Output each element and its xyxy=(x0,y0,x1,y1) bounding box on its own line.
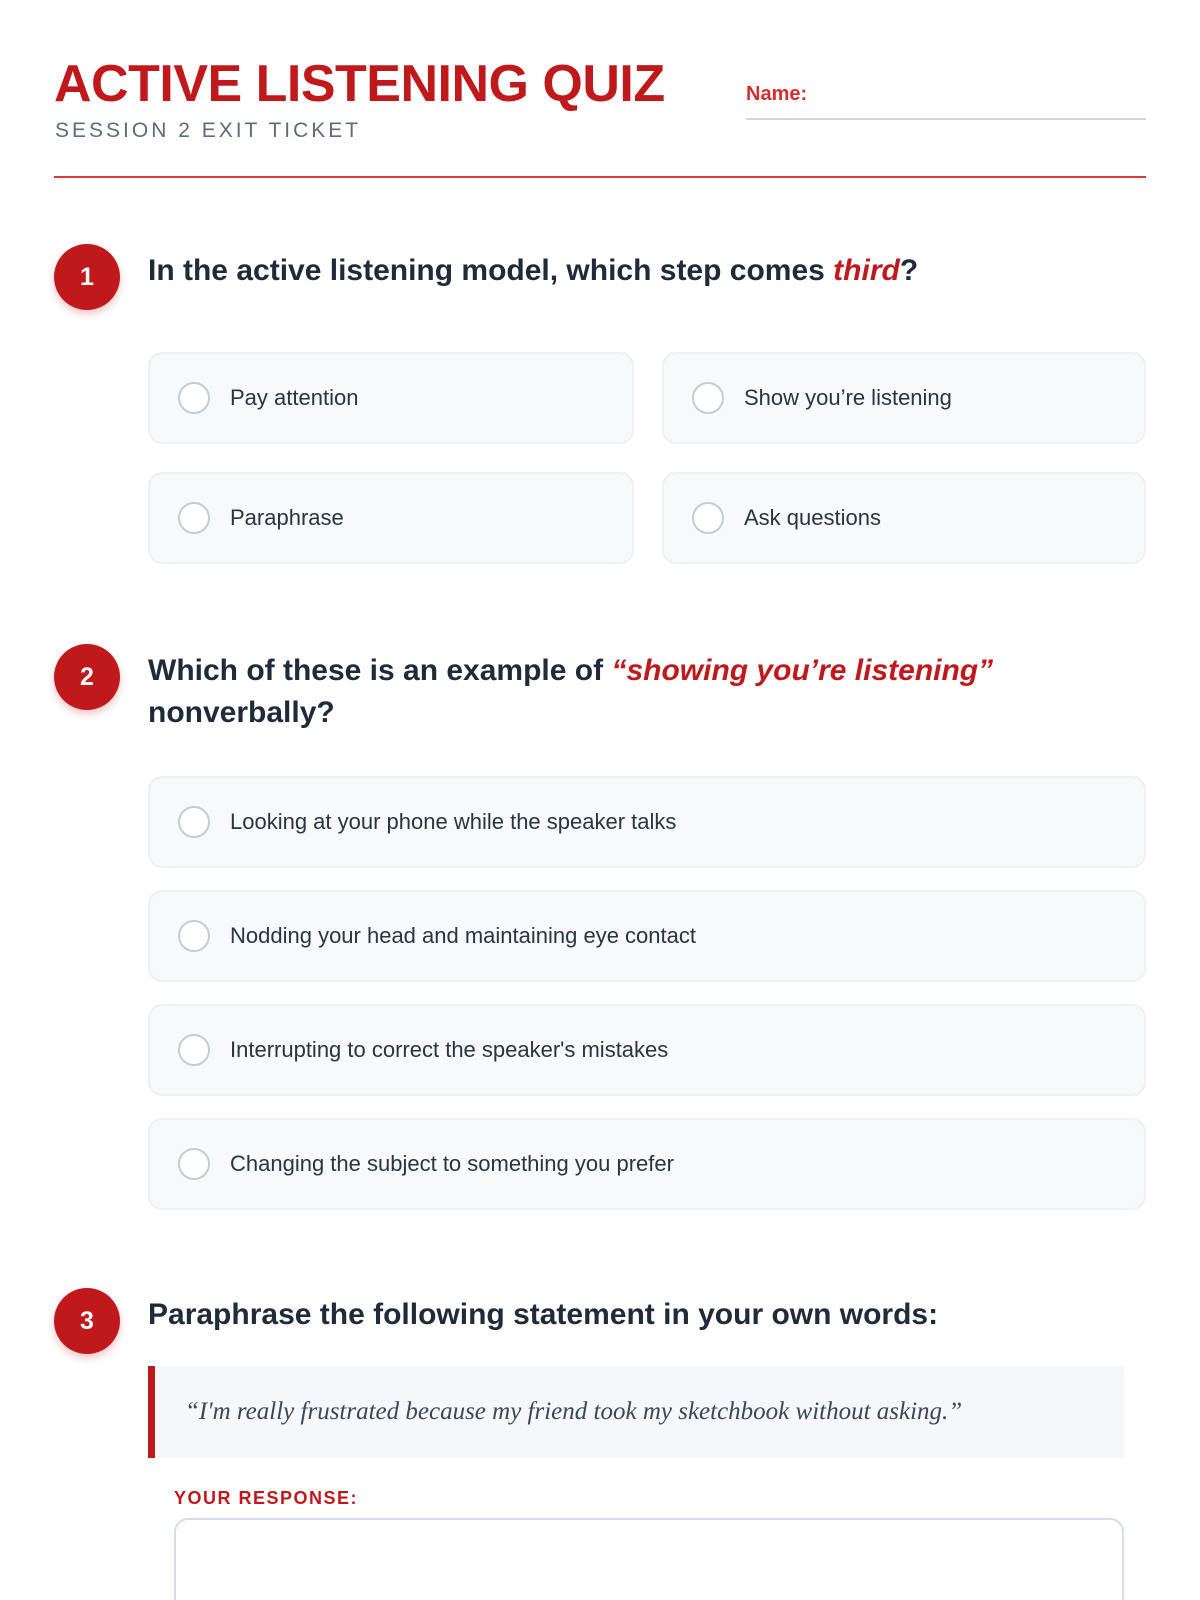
radio-button[interactable] xyxy=(178,806,210,838)
radio-button[interactable] xyxy=(178,502,210,534)
question-1-text-end: ? xyxy=(899,254,919,287)
option-label: Changing the subject to something you prefer xyxy=(230,1151,674,1176)
response-textarea[interactable] xyxy=(174,1518,1124,1600)
question-1-number-badge: 1 xyxy=(54,244,120,310)
option-label: Pay attention xyxy=(230,385,359,410)
question-2-option-a[interactable] xyxy=(148,776,1146,868)
question-1-option-b[interactable] xyxy=(662,352,1146,444)
radio-button[interactable] xyxy=(692,382,724,414)
question-3-text: Paraphrase the following statement in your own words: xyxy=(148,1298,939,1331)
radio-button[interactable] xyxy=(178,1034,210,1066)
question-2-text-end: nonverbally? xyxy=(148,696,335,729)
radio-button[interactable] xyxy=(178,1148,210,1180)
question-2-text xyxy=(148,650,1088,734)
question-1-option-a[interactable] xyxy=(148,352,634,444)
radio-button[interactable] xyxy=(178,920,210,952)
question-1-option-c[interactable] xyxy=(148,472,634,564)
question-1-text xyxy=(148,250,1108,292)
radio-button[interactable] xyxy=(178,382,210,414)
option-label: Show you’re listening xyxy=(744,385,952,410)
question-1-option-d[interactable] xyxy=(662,472,1146,564)
quote-block: “I'm really frustrated because my friend took my sketchbook without asking.” xyxy=(148,1366,1124,1458)
question-2-option-b[interactable] xyxy=(148,890,1146,982)
option-label: Ask questions xyxy=(744,505,881,530)
option-label: Paraphrase xyxy=(230,505,344,530)
option-label: Nodding your head and maintaining eye contact xyxy=(230,923,696,948)
response-label: YOUR RESPONSE: xyxy=(174,1488,359,1508)
page-subtitle: SESSION 2 EXIT TICKET xyxy=(55,119,362,142)
option-label: Interrupting to correct the speaker's mistakes xyxy=(230,1037,669,1062)
question-2-option-d[interactable] xyxy=(148,1118,1146,1210)
question-2-emphasis: “showing you’re listening” xyxy=(611,654,994,687)
question-2-option-c[interactable] xyxy=(148,1004,1146,1096)
option-label: Looking at your phone while the speaker talks xyxy=(230,809,677,834)
page-title: ACTIVE LISTENING QUIZ xyxy=(54,55,665,113)
question-1-text-start: In the active listening model, which step comes xyxy=(148,254,834,287)
quiz-header xyxy=(54,52,1146,178)
name-label: Name: xyxy=(746,83,808,105)
question-2-number-badge: 2 xyxy=(54,644,120,710)
question-1-emphasis: third xyxy=(833,254,900,287)
question-2-text-start: Which of these is an example of xyxy=(148,654,612,687)
name-field[interactable] xyxy=(746,118,1146,120)
radio-button[interactable] xyxy=(692,502,724,534)
question-3-number-badge: 3 xyxy=(54,1288,120,1354)
